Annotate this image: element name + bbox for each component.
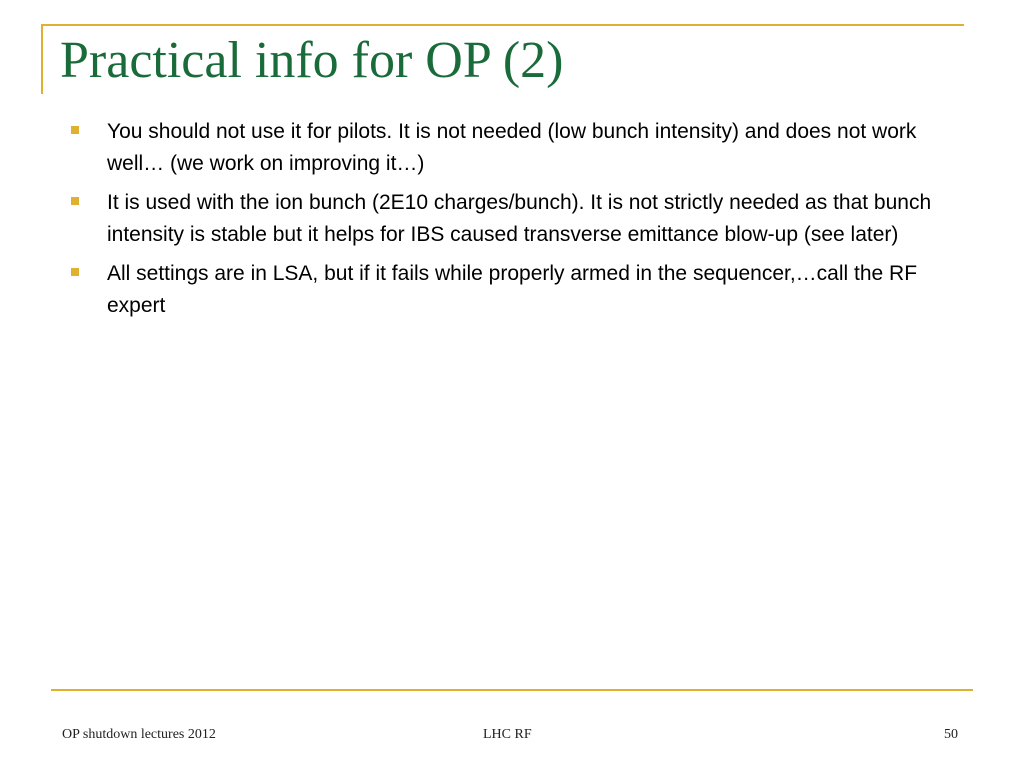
- bullet-item: [66, 116, 966, 179]
- bullet-item: [66, 258, 966, 321]
- footer-divider-line: [51, 689, 973, 691]
- left-divider-line: [41, 24, 43, 94]
- square-bullet-icon: [71, 126, 79, 134]
- bullet-text: You should not use it for pilots. It is not needed (low bunch intensity) and does not work well… (we work on improving it…): [107, 120, 917, 175]
- bullet-item: [66, 187, 966, 250]
- page-number: 50: [944, 727, 958, 742]
- footer-center-text: LHC RF: [483, 727, 532, 742]
- bullet-text: It is used with the ion bunch (2E10 charges/bunch). It is not strictly needed as that bunch intensity is stable but it helps for IBS caused transverse emittance blow-up (see later): [107, 191, 932, 246]
- square-bullet-icon: [71, 268, 79, 276]
- bullet-text: All settings are in LSA, but if it fails while properly armed in the sequencer,…call the RF expert: [107, 262, 918, 317]
- bullet-list: [66, 116, 966, 329]
- square-bullet-icon: [71, 197, 79, 205]
- slide-title: Practical info for OP (2): [60, 32, 564, 89]
- footer-left-text: OP shutdown lectures 2012: [62, 727, 216, 742]
